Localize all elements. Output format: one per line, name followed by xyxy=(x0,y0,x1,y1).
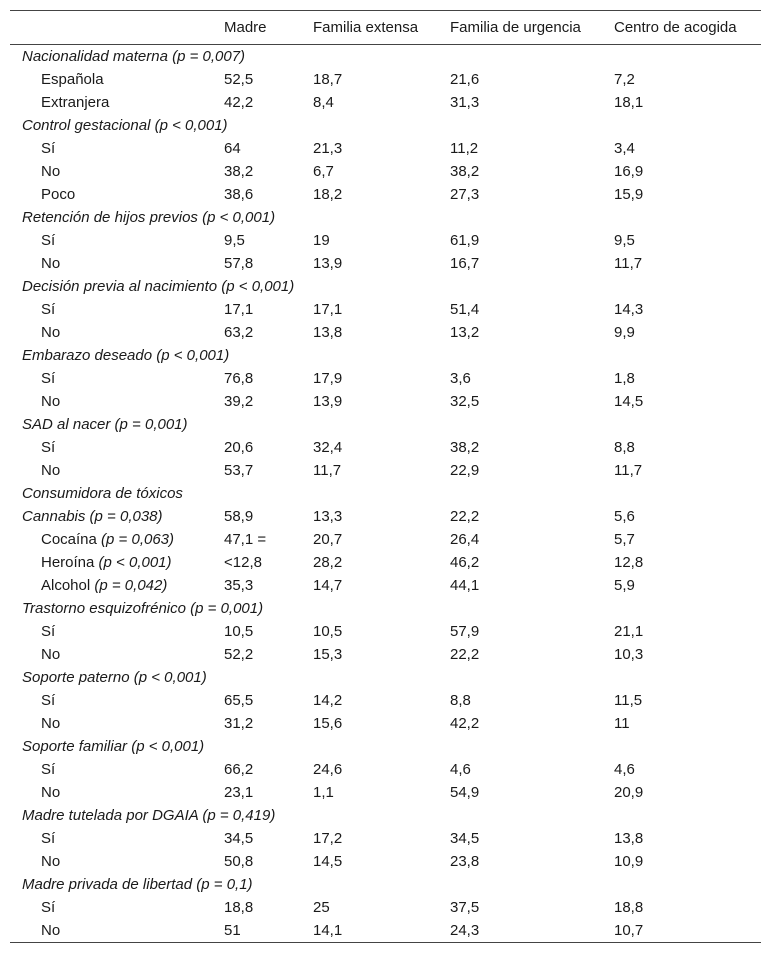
value-cell: 11,2 xyxy=(450,140,479,157)
section-label: Soporte familiar (p < 0,001) xyxy=(22,738,205,755)
section-row xyxy=(10,666,761,689)
row-label: No xyxy=(41,255,61,272)
value-cell: 37,5 xyxy=(450,899,480,916)
value-cell: 15,3 xyxy=(313,646,343,663)
value-cell: 11,7 xyxy=(313,462,342,479)
row-label: Sí xyxy=(41,370,56,387)
value-cell: 13,9 xyxy=(313,393,343,410)
value-cell: 13,8 xyxy=(614,830,644,847)
row-label-pvalue: (p < 0,001) xyxy=(98,554,172,571)
section-row xyxy=(10,804,761,827)
row-label: Sí xyxy=(41,623,56,640)
table-row xyxy=(10,252,761,275)
value-cell: 13,3 xyxy=(313,508,343,525)
table-row xyxy=(10,321,761,344)
section-row xyxy=(10,873,761,896)
header-cell-familia-urgencia: Familia de urgencia xyxy=(450,19,581,36)
value-cell: 34,5 xyxy=(450,830,480,847)
row-label: Sí xyxy=(41,761,56,778)
row-label: No xyxy=(41,853,61,870)
value-cell: 38,6 xyxy=(224,186,254,203)
value-cell: 42,2 xyxy=(224,94,254,111)
section-row xyxy=(10,206,761,229)
value-cell: 22,2 xyxy=(450,646,480,663)
value-cell: 32,4 xyxy=(313,439,343,456)
section-label: Control gestacional (p < 0,001) xyxy=(22,117,228,134)
value-cell: 15,6 xyxy=(313,715,343,732)
row-label: Sí xyxy=(41,439,56,456)
value-cell: 10,3 xyxy=(614,646,644,663)
value-cell: 76,8 xyxy=(224,370,254,387)
value-cell: 14,3 xyxy=(614,301,644,318)
value-cell: 11,7 xyxy=(614,462,643,479)
row-label xyxy=(10,528,218,551)
value-cell: 5,6 xyxy=(614,508,635,525)
table-row xyxy=(10,459,761,482)
value-cell: 46,2 xyxy=(450,554,480,571)
value-cell: 12,8 xyxy=(614,554,644,571)
table-row xyxy=(10,620,761,643)
row-label-name: Alcohol xyxy=(41,577,91,594)
row-label: No xyxy=(41,646,61,663)
value-cell: 57,9 xyxy=(450,623,480,640)
value-cell: 32,5 xyxy=(450,393,480,410)
value-cell: 18,1 xyxy=(614,94,644,111)
value-cell: 17,1 xyxy=(313,301,343,318)
row-label: Poco xyxy=(41,186,76,203)
value-cell: 14,5 xyxy=(614,393,644,410)
section-row xyxy=(10,735,761,758)
section-row xyxy=(10,413,761,436)
value-cell: 6,7 xyxy=(313,163,334,180)
value-cell: 19 xyxy=(313,232,330,249)
value-cell: 8,4 xyxy=(313,94,334,111)
value-cell: 54,9 xyxy=(450,784,480,801)
value-cell: 18,8 xyxy=(614,899,644,916)
section-label: Nacionalidad materna (p = 0,007) xyxy=(22,48,246,65)
row-label-pvalue: (p = 0,042) xyxy=(94,577,168,594)
row-label: No xyxy=(41,715,61,732)
value-cell: 51,4 xyxy=(450,301,480,318)
value-cell: 21,1 xyxy=(614,623,644,640)
value-cell: 66,2 xyxy=(224,761,254,778)
section-label: Retención de hijos previos (p < 0,001) xyxy=(22,209,276,226)
value-cell: <12,8 xyxy=(224,554,262,571)
table-body xyxy=(10,45,761,943)
data-table-container xyxy=(10,10,761,943)
value-cell: 58,9 xyxy=(224,508,254,525)
value-cell: 57,8 xyxy=(224,255,254,272)
value-cell: 52,2 xyxy=(224,646,254,663)
value-cell: 25 xyxy=(313,899,330,916)
section-row xyxy=(10,45,761,69)
value-cell: 5,9 xyxy=(614,577,635,594)
value-cell: 38,2 xyxy=(224,163,254,180)
value-cell: 31,3 xyxy=(450,94,480,111)
value-cell: 13,2 xyxy=(450,324,480,341)
value-cell: 18,8 xyxy=(224,899,254,916)
value-cell: 47,1 = xyxy=(224,531,267,548)
value-cell: 1,8 xyxy=(614,370,635,387)
value-cell: 28,2 xyxy=(313,554,343,571)
value-cell: 17,1 xyxy=(224,301,254,318)
row-label: No xyxy=(41,784,61,801)
table-row xyxy=(10,436,761,459)
table-row xyxy=(10,712,761,735)
value-cell: 38,2 xyxy=(450,439,480,456)
table-row xyxy=(10,551,761,574)
row-label: Cannabis (p = 0,038) xyxy=(22,508,163,525)
value-cell: 5,7 xyxy=(614,531,635,548)
value-cell: 14,1 xyxy=(313,922,343,939)
value-cell: 11,5 xyxy=(614,692,643,709)
value-cell: 13,9 xyxy=(313,255,343,272)
row-label-pvalue: (p = 0,063) xyxy=(101,531,175,548)
value-cell: 16,9 xyxy=(614,163,644,180)
value-cell: 16,7 xyxy=(450,255,480,272)
value-cell: 44,1 xyxy=(450,577,480,594)
section-label: Madre privada de libertad (p = 0,1) xyxy=(22,876,253,893)
value-cell: 3,6 xyxy=(450,370,471,387)
value-cell: 63,2 xyxy=(224,324,254,341)
table-row xyxy=(10,919,761,943)
header-cell-centro-acogida: Centro de acogida xyxy=(614,19,737,36)
section-label: SAD al nacer (p = 0,001) xyxy=(22,416,188,433)
section-label: Trastorno esquizofrénico (p = 0,001) xyxy=(22,600,264,617)
table-row xyxy=(10,390,761,413)
header-cell-label xyxy=(10,11,218,45)
row-label: Sí xyxy=(41,692,56,709)
row-label: No xyxy=(41,922,61,939)
value-cell: 20,7 xyxy=(313,531,343,548)
value-cell: 24,6 xyxy=(313,761,343,778)
table-row xyxy=(10,298,761,321)
table-row xyxy=(10,68,761,91)
table-row xyxy=(10,160,761,183)
value-cell: 35,3 xyxy=(224,577,254,594)
table-row xyxy=(10,183,761,206)
value-cell: 20,9 xyxy=(614,784,644,801)
value-cell: 14,5 xyxy=(313,853,343,870)
value-cell: 15,9 xyxy=(614,186,644,203)
row-label: Extranjera xyxy=(41,94,110,111)
table-row xyxy=(10,643,761,666)
value-cell: 26,4 xyxy=(450,531,480,548)
value-cell: 52,5 xyxy=(224,71,254,88)
value-cell: 21,6 xyxy=(450,71,480,88)
value-cell: 23,8 xyxy=(450,853,480,870)
table-row xyxy=(10,528,761,551)
row-label: No xyxy=(41,393,61,410)
table-row xyxy=(10,137,761,160)
value-cell: 14,7 xyxy=(313,577,343,594)
section-label: Decisión previa al nacimiento (p < 0,001) xyxy=(22,278,295,295)
row-label xyxy=(10,574,218,597)
table-row xyxy=(10,229,761,252)
row-label: No xyxy=(41,163,61,180)
value-cell: 65,5 xyxy=(224,692,254,709)
row-label: Sí xyxy=(41,301,56,318)
table-row xyxy=(10,689,761,712)
value-cell: 10,5 xyxy=(224,623,254,640)
value-cell: 3,4 xyxy=(614,140,635,157)
value-cell: 9,9 xyxy=(614,324,635,341)
value-cell: 24,3 xyxy=(450,922,480,939)
value-cell: 18,2 xyxy=(313,186,343,203)
value-cell: 18,7 xyxy=(313,71,343,88)
value-cell: 31,2 xyxy=(224,715,254,732)
table-row xyxy=(10,758,761,781)
section-row xyxy=(10,275,761,298)
table-row xyxy=(10,505,761,528)
row-label: Sí xyxy=(41,232,56,249)
header-cell-madre: Madre xyxy=(224,19,267,36)
value-cell: 17,9 xyxy=(313,370,343,387)
table-row xyxy=(10,91,761,114)
table-row xyxy=(10,367,761,390)
value-cell: 61,9 xyxy=(450,232,480,249)
value-cell: 53,7 xyxy=(224,462,254,479)
value-cell: 22,9 xyxy=(450,462,480,479)
header-row xyxy=(10,11,761,45)
value-cell: 27,3 xyxy=(450,186,480,203)
value-cell: 9,5 xyxy=(224,232,245,249)
value-cell: 11 xyxy=(614,715,630,732)
row-label-name: Heroína xyxy=(41,554,95,571)
section-label: Soporte paterno (p < 0,001) xyxy=(22,669,207,686)
section-row xyxy=(10,344,761,367)
value-cell: 13,8 xyxy=(313,324,343,341)
value-cell: 10,5 xyxy=(313,623,343,640)
value-cell: 23,1 xyxy=(224,784,254,801)
value-cell: 38,2 xyxy=(450,163,480,180)
table-row xyxy=(10,850,761,873)
section-label: Madre tutelada por DGAIA (p = 0,419) xyxy=(22,807,276,824)
value-cell: 10,9 xyxy=(614,853,644,870)
row-label: Sí xyxy=(41,830,56,847)
value-cell: 1,1 xyxy=(313,784,334,801)
row-label: No xyxy=(41,462,61,479)
row-label: No xyxy=(41,324,61,341)
value-cell: 64 xyxy=(224,140,241,157)
value-cell: 17,2 xyxy=(313,830,343,847)
value-cell: 10,7 xyxy=(614,922,644,939)
value-cell: 4,6 xyxy=(614,761,635,778)
table-row xyxy=(10,781,761,804)
table-row xyxy=(10,896,761,919)
value-cell: 21,3 xyxy=(313,140,343,157)
section-label: Consumidora de tóxicos xyxy=(22,485,183,502)
value-cell: 34,5 xyxy=(224,830,254,847)
section-row xyxy=(10,114,761,137)
row-label: Sí xyxy=(41,140,56,157)
row-label-name: Cocaína xyxy=(41,531,97,548)
value-cell: 20,6 xyxy=(224,439,254,456)
value-cell: 51 xyxy=(224,922,241,939)
value-cell: 22,2 xyxy=(450,508,480,525)
section-row xyxy=(10,482,761,505)
table-row xyxy=(10,574,761,597)
value-cell: 4,6 xyxy=(450,761,471,778)
value-cell: 11,7 xyxy=(614,255,643,272)
row-label xyxy=(10,551,218,574)
value-cell: 14,2 xyxy=(313,692,343,709)
data-table xyxy=(10,10,761,943)
header-cell-familia-extensa: Familia extensa xyxy=(313,19,419,36)
value-cell: 8,8 xyxy=(614,439,635,456)
value-cell: 9,5 xyxy=(614,232,635,249)
value-cell: 7,2 xyxy=(614,71,635,88)
section-row xyxy=(10,597,761,620)
value-cell: 42,2 xyxy=(450,715,480,732)
row-label: Española xyxy=(41,71,104,88)
table-header xyxy=(10,11,761,45)
value-cell: 39,2 xyxy=(224,393,254,410)
value-cell: 8,8 xyxy=(450,692,471,709)
value-cell: 50,8 xyxy=(224,853,254,870)
section-label: Embarazo deseado (p < 0,001) xyxy=(22,347,230,364)
row-label: Sí xyxy=(41,899,56,916)
table-row xyxy=(10,827,761,850)
